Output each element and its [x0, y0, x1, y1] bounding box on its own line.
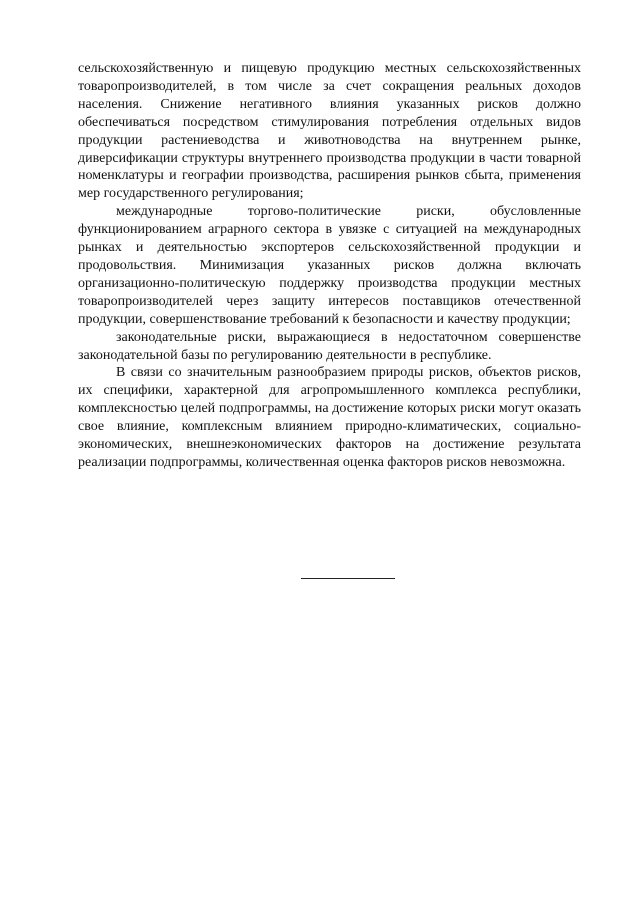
paragraph-legislative-risks: законодательные риски, выражающиеся в недостаточном совершенстве законодательной базы по регулированию деятельности в республике.: [78, 329, 581, 363]
paragraph-continuation: сельскохозяйственную и пищевую продукцию местных сельскохозяйственных товаропроизводителей, в том числе за счет сокращения реальных доходов населения. Снижение негативного влияния указанных рисков должно обеспечиваться посредством стимулирования потребления отдельных видов продукции растениеводства и животноводства на внутреннем рынке, диверсификации структуры внутреннего производства продукции в части товарной номенклатуры и географии производства, расширения рынков сбыта, применения мер государственного регулирования;: [78, 61, 581, 202]
paragraph-risk-assessment: В связи со значительным разнообразием природы рисков, объектов рисков, их специфики, характерной для агропромышленного комплекса республики, комплексностью целей подпрограммы, на достижение которых риски могут оказать свое влияние, комплексным влиянием природно-климатических, социально-экономических, внешнеэкономических факторов на достижение результата реализации подпрограммы, количественная оценка факторов рисков невозможна.: [78, 365, 581, 470]
body-text: [78, 60, 581, 472]
end-divider-line: [301, 578, 395, 579]
paragraph-international-risks: международные торгово-политические риски, обусловленные функционированием аграрного сектора в увязке с ситуацией на международных рынках и деятельностью экспортеров сельскохозяйственной продукции и продовольствия. Минимизация указанных рисков должна включать организационно-политическую поддержку производства продукции местных товаропроизводителей через защиту интересов поставщиков отечественной продукции, совершенствование требований к безопасности и качеству продукции;: [78, 204, 581, 327]
